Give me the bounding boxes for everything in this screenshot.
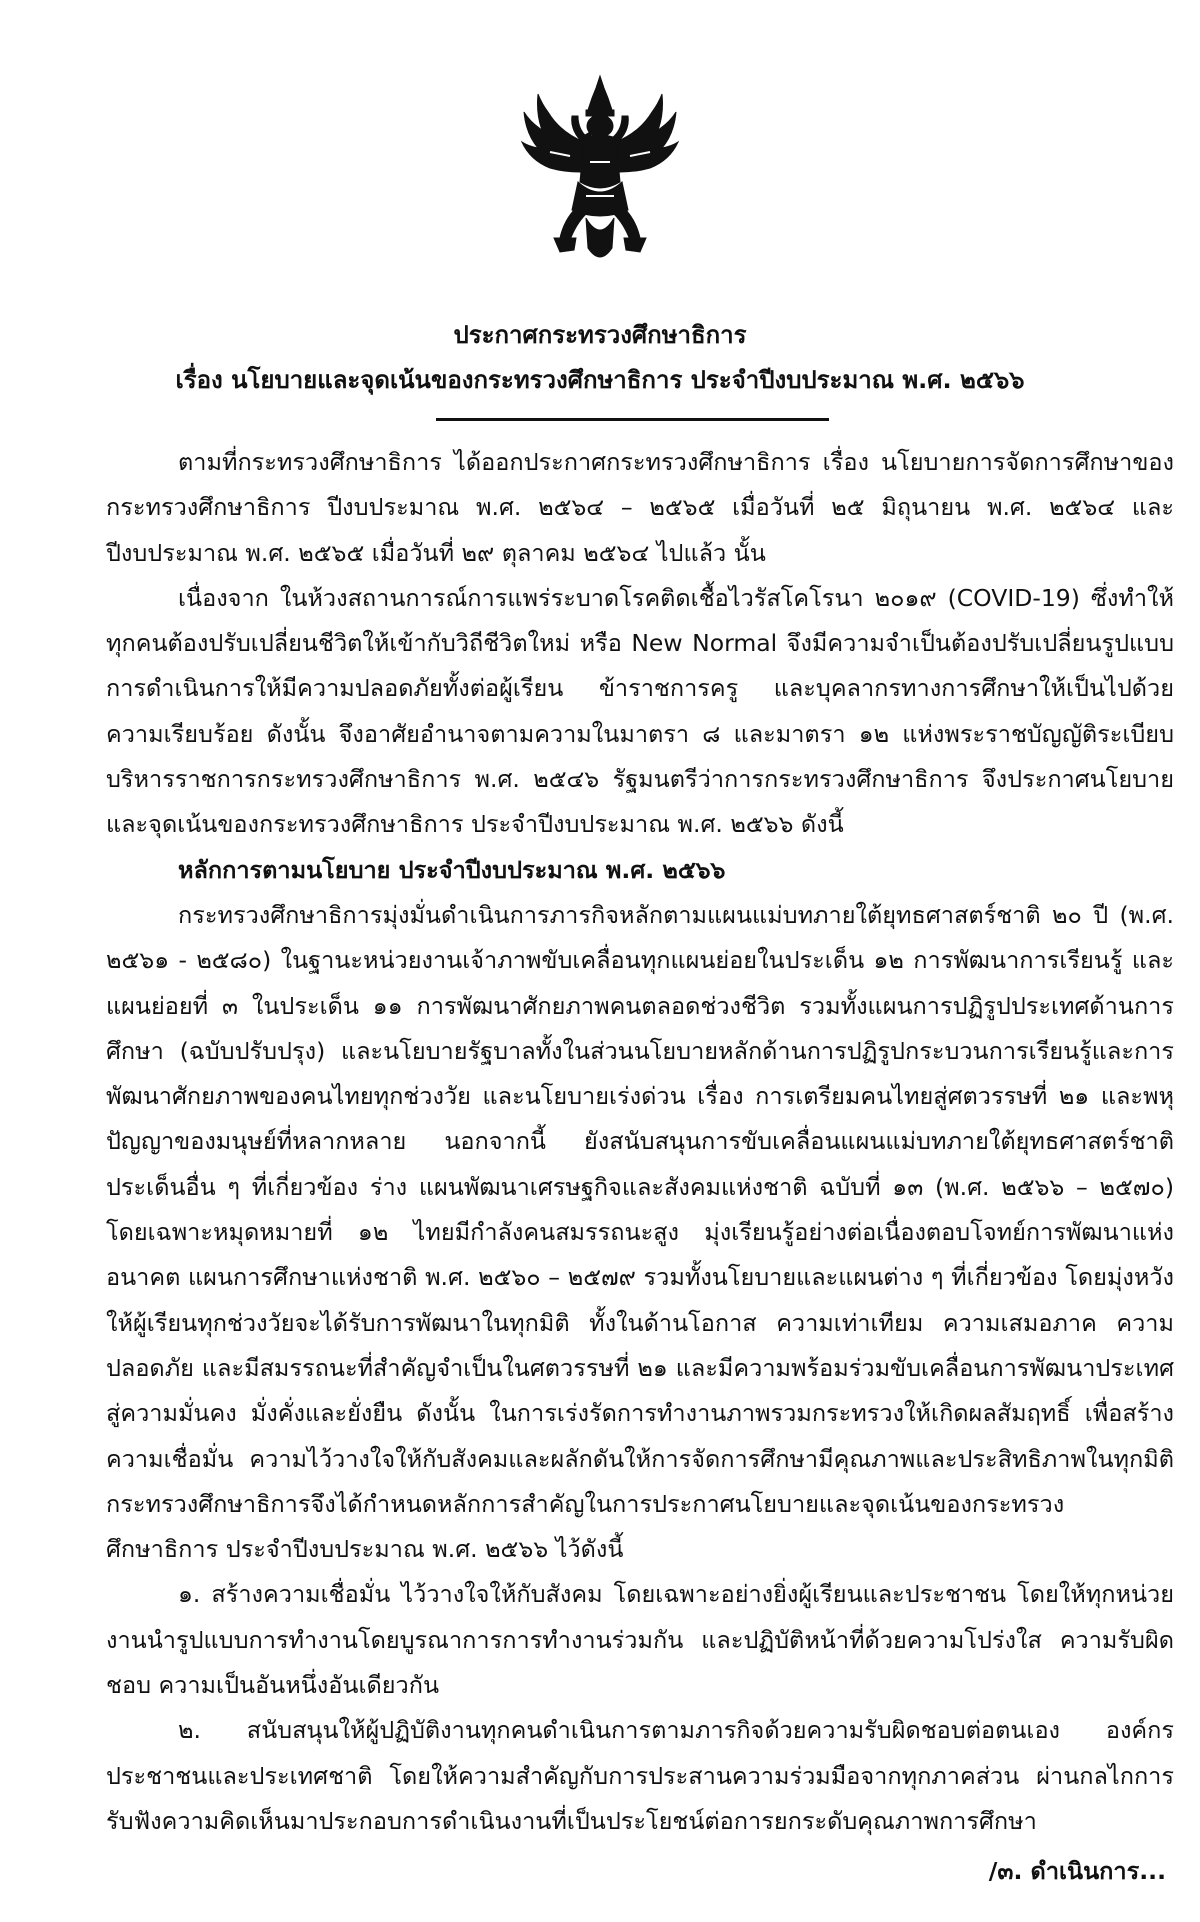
paragraph-background: ตามที่กระทรวงศึกษาธิการ ได้ออกประกาศกระทรวงศึกษาธิการ เรื่อง นโยบายการจัดการศึกษาของกระทรวงศึกษาธิการ ปีงบประมาณ พ.ศ. ๒๕๖๔ – ๒๕๖๕ เมื่อวันที่ ๒๕ มิถุนายน พ.ศ. ๒๕๖๔ และปีงบประมาณ พ.ศ. ๒๕๖๕ เมื่อวันที่ ๒๙ ตุลาคม ๒๕๖๔ ไปแล้ว นั้น [106,448,1174,567]
title-divider [436,418,829,421]
list-item-1: ๑. สร้างความเชื่อมั่น ไว้วางใจให้กับสังคม โดยเฉพาะอย่างยิ่งผู้เรียนและประชาชน โดยให้ทุกหน่วยงานนำรูปแบบการทำงานโดยบูรณาการการทำงานร่วมกัน และปฏิบัติหน้าที่ด้วยความโปร่งใส ความรับผิดชอบ ความเป็นอันหนึ่งอันเดียวกัน [106,1580,1174,1700]
continuation-note: /๓. ดำเนินการ... [988,1857,1166,1885]
section-heading: หลักการตามนโยบาย ประจำปีงบประมาณ พ.ศ. ๒๕๖๖ [178,855,726,884]
announcement-title [100,313,1100,403]
title-line-1: ประกาศกระทรวงศึกษาธิการ [453,321,747,349]
title-line-2: เรื่อง นโยบายและจุดเน้นของกระทรวงศึกษาธิการ ประจำปีงบประมาณ พ.ศ. ๒๕๖๖ [175,366,1025,394]
paragraph-reason: เนื่องจาก ในห้วงสถานการณ์การแพร่ระบาดโรคติดเชื้อไวรัสโคโรนา ๒๐๑๙ (COVID-19) ซึ่งทำให้ทุกคนต้องปรับเปลี่ยนชีวิตให้เข้ากับวิถีชีวิตใหม่ หรือ New Normal จึงมีความจำเป็นต้องปรับเปลี่ยนรูปแบบการดำเนินการให้มีความปลอดภัยทั้งต่อผู้เรียน ข้าราชการครู และบุคลากรทางการศึกษาให้เป็นไปด้วยความเรียบร้อย ดังนั้น จึงอาศัยอำนาจตามความในมาตรา ๘ และมาตรา ๑๒ แห่งพระราชบัญญัติระเบียบบริหารราชการกระทรวงศึกษาธิการ พ.ศ. ๒๕๔๖ รัฐมนตรีว่าการกระทรวงศึกษาธิการ จึงประกาศนโยบายและจุดเน้นของกระทรวงศึกษาธิการ ประจำปีงบประมาณ พ.ศ. ๒๕๖๖ ดังนี้ [106,583,1174,839]
list-item-2: ๒. สนับสนุนให้ผู้ปฏิบัติงานทุกคนดำเนินการตามภารกิจด้วยความรับผิดชอบต่อตนเอง องค์กร ประชาชนและประเทศชาติ โดยให้ความสำคัญกับการประสานความร่วมมือจากทุกภาคส่วน ผ่านกลไกการรับฟังความคิดเห็นมาประกอบการดำเนินงานที่เป็นประโยชน์ต่อการยกระดับคุณภาพการศึกษา [106,1716,1174,1835]
garuda-emblem-icon [520,72,680,267]
document-body [106,440,1174,1844]
paragraph-principles: กระทรวงศึกษาธิการมุ่งมั่นดำเนินการภารกิจหลักตามแผนแม่บทภายใต้ยุทธศาสตร์ชาติ ๒๐ ปี (พ.ศ. ๒๕๖๑ - ๒๕๘๐) ในฐานะหน่วยงานเจ้าภาพขับเคลื่อนทุกแผนย่อยในประเด็น ๑๒ การพัฒนาการเรียนรู้ และแผนย่อยที่ ๓ ในประเด็น ๑๑ การพัฒนาศักยภาพคนตลอดช่วงชีวิต รวมทั้งแผนการปฏิรูปประเทศด้านการศึกษา (ฉบับปรับปรุง) และนโยบายรัฐบาลทั้งในส่วนนโยบายหลักด้านการปฏิรูปกระบวนการเรียนรู้และการพัฒนาศักยภาพของคนไทยทุกช่วงวัย และนโยบายเร่งด่วน เรื่อง การเตรียมคนไทยสู่ศตวรรษที่ ๒๑ และพหุปัญญาของมนุษย์ที่หลากหลาย นอกจากนี้ ยังสนับสนุนการขับเคลื่อนแผนแม่บทภายใต้ยุทธศาสตร์ชาติประเด็นอื่น ๆ ที่เกี่ยวข้อง ร่าง แผนพัฒนาเศรษฐกิจและสังคมแห่งชาติ ฉบับที่ ๑๓ (พ.ศ. ๒๕๖๖ – ๒๕๗๐) โดยเฉพาะหมุดหมายที่ ๑๒ ไทยมีกำลังคนสมรรถนะสูง มุ่งเรียนรู้อย่างต่อเนื่องตอบโจทย์การพัฒนาแห่งอนาคต แผนการศึกษาแห่งชาติ พ.ศ. ๒๕๖๐ – ๒๕๗๙ รวมทั้งนโยบายและแผนต่าง ๆ ที่เกี่ยวข้อง โดยมุ่งหวังให้ผู้เรียนทุกช่วงวัยจะได้รับการพัฒนาในทุกมิติ ทั้งในด้านโอกาส ความเท่าเทียม ความเสมอภาค ความปลอดภัย และมีสมรรถนะที่สำคัญจำเป็นในศตวรรษที่ ๒๑ และมีความพร้อมร่วมขับเคลื่อนการพัฒนาประเทศสู่ความมั่นคง มั่งคั่งและยั่งยืน ดังนั้น ในการเร่งรัดการทำงานภาพรวมกระทรวงให้เกิดผลสัมฤทธิ์ เพื่อสร้างความเชื่อมั่น ความไว้วางใจให้กับสังคมและผลักดันให้การจัดการศึกษามีคุณภาพและประสิทธิภาพในทุกมิติ กระทรวงศึกษาธิการจึงได้กำหนดหลักการสำคัญในการประกาศนโยบายและจุดเน้นของกระทรวงศึกษาธิการ ประจำปีงบประมาณ พ.ศ. ๒๕๖๖ ไว้ดังนี้ [106,900,1174,1564]
